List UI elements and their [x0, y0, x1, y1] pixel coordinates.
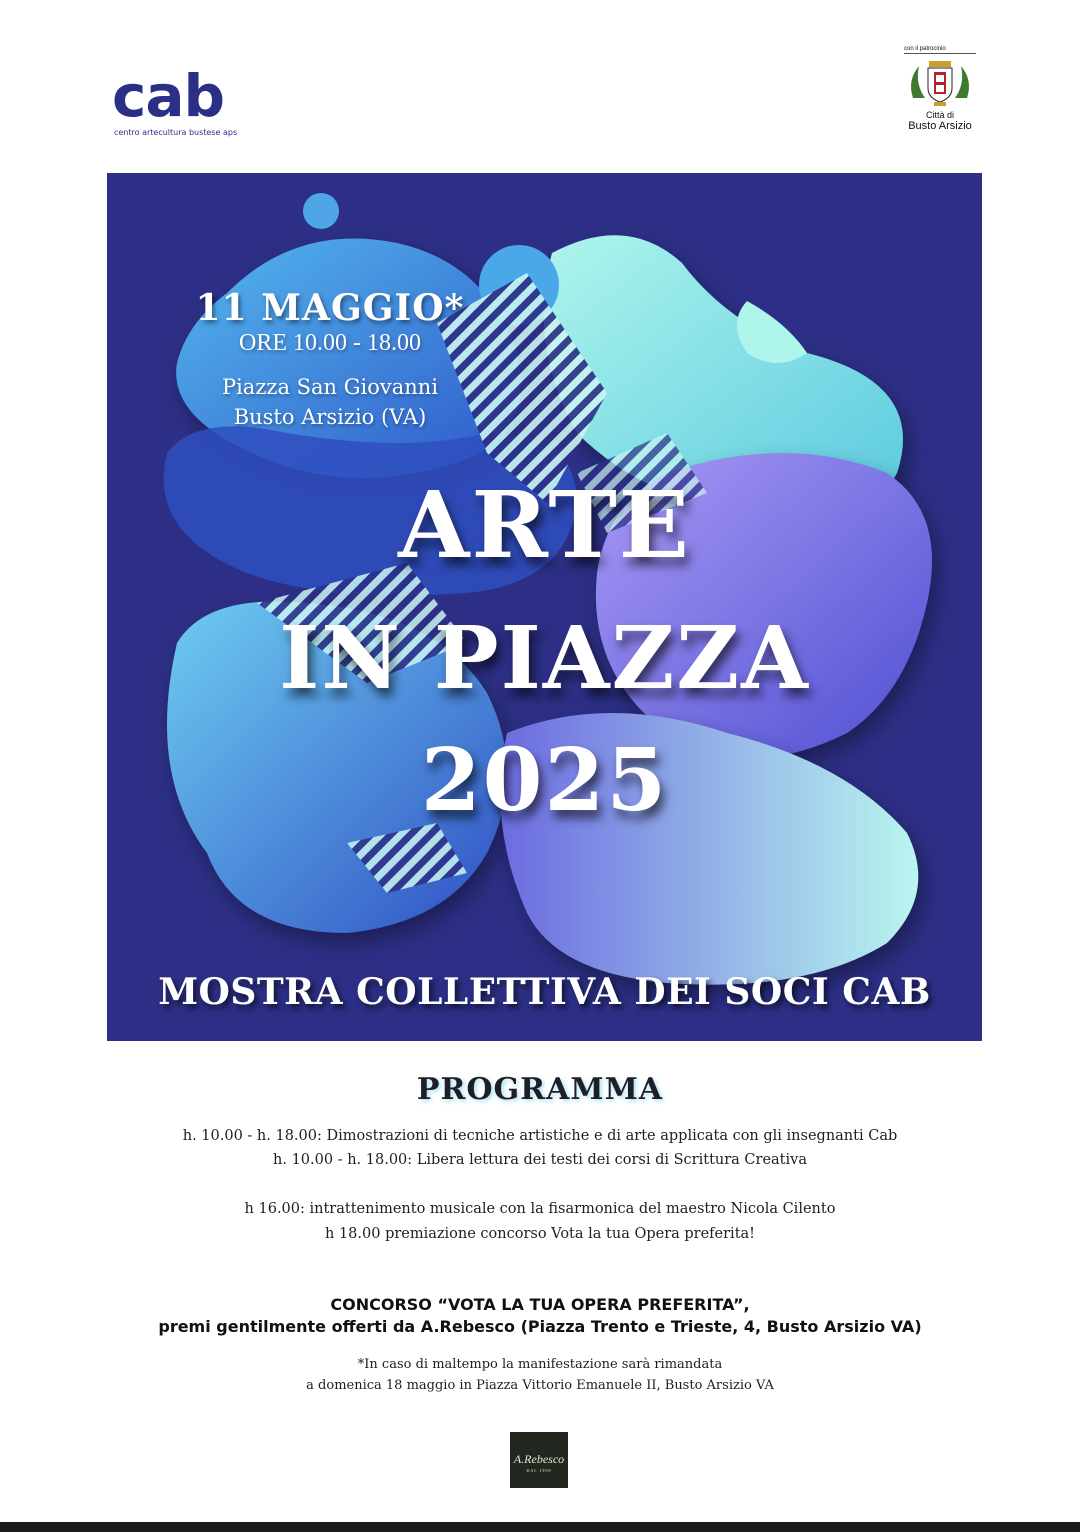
event-place: [195, 372, 465, 432]
contest-title: CONCORSO “VOTA LA TUA OPERA PREFERITA”,: [330, 1295, 750, 1314]
programme-line: h 16.00: intrattenimento musicale con la fisarmonica del maestro Nicola Cilento: [244, 1201, 836, 1217]
city-patronage: [900, 46, 980, 146]
weather-note-line1: *In caso di maltempo la manifestazione sarà rimandata: [357, 1357, 723, 1372]
weather-note-line2: a domenica 18 maggio in Piazza Vittorio Emanuele II, Busto Arsizio VA: [306, 1378, 774, 1393]
programme-line: h. 10.00 - h. 18.00: Dimostrazioni di tecniche artistiche e di arte applicata con gli insegnanti Cab: [182, 1128, 898, 1144]
sponsor-logo: [510, 1432, 568, 1488]
patronage-label: con il patrocinio: [904, 46, 976, 54]
bottom-bar: [0, 1522, 1080, 1532]
cab-logo-text: cab: [112, 62, 225, 130]
programme-line: h. 10.00 - h. 18.00: Libera lettura dei testi dei corsi di Scrittura Creativa: [273, 1152, 807, 1168]
headline-line1: ARTE: [398, 471, 691, 579]
city-name: Busto Arsizio: [908, 120, 972, 132]
city-label: Città di: [925, 110, 954, 120]
city-crest-icon: [905, 58, 975, 108]
event-date: 11 MAGGIO*: [195, 287, 465, 329]
contest-prizes: premi gentilmente offerti da A.Rebesco (Piazza Trento e Trieste, 4, Busto Arsizio VA): [158, 1317, 922, 1336]
event-date-block: [195, 286, 465, 432]
programme-title: PROGRAMMA: [416, 1072, 664, 1107]
cab-logo-subtitle: centro artecultura bustese aps: [114, 128, 238, 137]
event-poster: [107, 173, 982, 1041]
poster-subtitle: MOSTRA COLLETTIVA DEI SOCI CAB: [158, 971, 931, 1013]
headline-line2: IN PIAZZA: [279, 608, 810, 709]
event-place-line1: Piazza San Giovanni: [221, 375, 439, 399]
sponsor-tagline: DAL 1898: [526, 1468, 552, 1473]
event-place-line2: Busto Arsizio (VA): [233, 405, 427, 429]
programme-line: h 18.00 premiazione concorso Vota la tua Opera preferita!: [325, 1226, 755, 1242]
cab-logo: [112, 62, 262, 142]
sponsor-name: A.Rebesco: [513, 1452, 565, 1466]
headline-line3: 2025: [420, 730, 669, 831]
event-hours: ORE 10.00 - 18.00: [239, 330, 421, 356]
